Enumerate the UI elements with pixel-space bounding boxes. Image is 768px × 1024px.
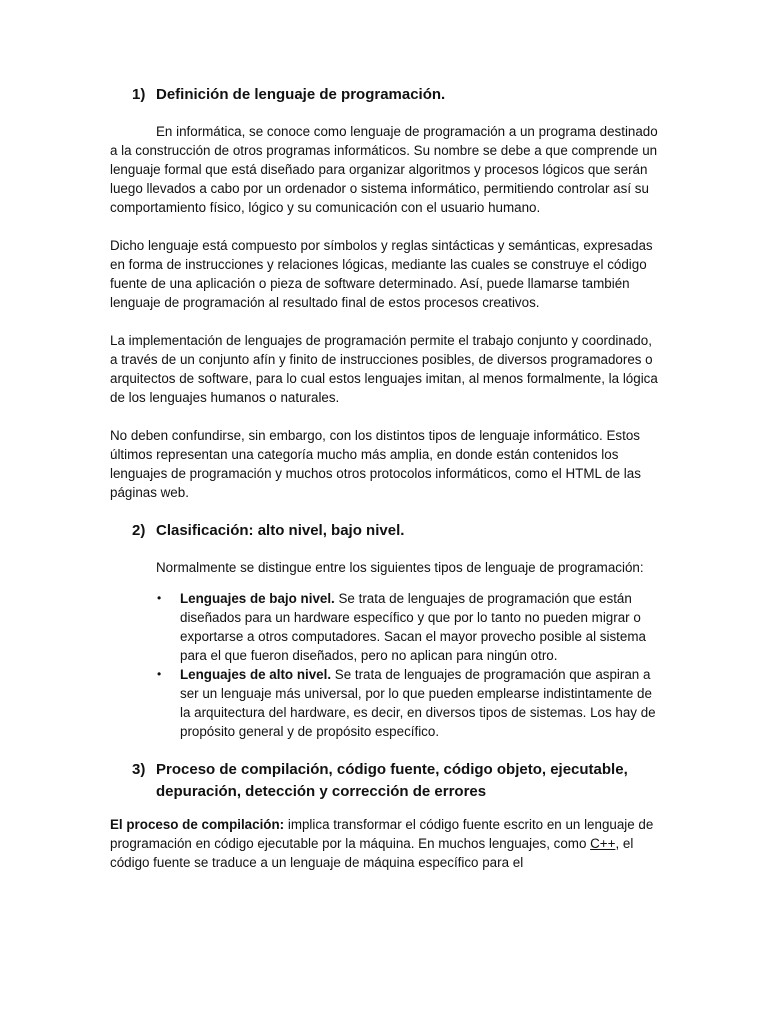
list-item-text: Se trata de lenguajes de programación que están diseñados para un hardware específico y que por lo tanto no pueden migrar o exportarse a otros computadores. Sacan el mayor provecho posible al sistema para el que fueron diseñados, pero no aplican para ningún otro. (180, 591, 646, 663)
section-3-heading (132, 759, 660, 803)
list-item (157, 589, 660, 665)
list-item-text: Se trata de lenguajes de programación que aspiran a ser un lenguaje más universal, por lo que pueden emplearse indistintamente de la arquitectura del hardware, es decir, en diversos tipos de sistemas. Los hay de propósito general y de propósito específico. (180, 667, 656, 739)
section-2-intro: Normalmente se distingue entre los siguientes tipos de lenguaje de programación: (156, 560, 644, 575)
section-3-title: Proceso de compilación, código fuente, código objeto, ejecutable, depuración, detección y corrección de errores (156, 761, 628, 800)
list-item-term: Lenguajes de alto nivel. (180, 667, 332, 682)
section-1-paragraph-4: No deben confundirse, sin embargo, con los distintos tipos de lenguaje informático. Estos últimos representan una categoría mucho más amplia, en donde están contenidos los lenguajes de programación y muchos otros protocolos informáticos, como el HTML de las páginas web. (110, 428, 641, 500)
section-1-title: Definición de lenguaje de programación. (156, 86, 446, 103)
document-body (110, 84, 660, 891)
section-1-paragraph-3: La implementación de lenguajes de programación permite el trabajo conjunto y coordinado, a través de un conjunto afín y finito de instrucciones posibles, de diversos programadores o arquitectos de software, para lo cual estos lenguajes imitan, al menos formalmente, la lógica de los lenguajes humanos o naturales. (110, 333, 658, 405)
section-2-number: 2) (132, 522, 146, 539)
cpp-link[interactable]: C++ (590, 836, 616, 851)
bullet-icon: • (157, 667, 162, 681)
bullet-icon: • (157, 591, 162, 605)
classification-list (110, 589, 660, 741)
section-1-paragraph-2: Dicho lenguaje está compuesto por símbolos y reglas sintácticas y semánticas, expresadas en forma de instrucciones y relaciones lógicas, mediante las cuales se construye el código fuente de una aplicación o pieza de software determinado. Así, puede llamarse también lenguaje de programación al resultado final de estos procesos creativos. (110, 238, 653, 310)
section-3-number: 3) (132, 761, 146, 778)
section-3-term: El proceso de compilación: (110, 817, 285, 832)
section-1-paragraph-1: En informática, se conoce como lenguaje de programación a un programa destinado a la construcción de otros programas informáticos. Su nombre se debe a que comprende un lenguaje formal que está diseñado para organizar algoritmos y procesos lógicos que serán luego llevados a cabo por un ordenador o sistema informático, permitiendo controlar así su comportamiento físico, lógico y su comunicación con el usuario humano. (110, 124, 658, 215)
list-item-term: Lenguajes de bajo nivel. (180, 591, 335, 606)
section-3-text-b: , el código fuente se traduce a un lenguaje de máquina específico para el (110, 836, 634, 870)
section-3-paragraph-1 (110, 815, 660, 872)
section-1-number: 1) (132, 86, 146, 103)
section-2-title: Clasificación: alto nivel, bajo nivel. (156, 522, 405, 539)
list-item (157, 665, 660, 741)
section-1-heading (132, 84, 660, 106)
section-3-text-a: implica transformar el código fuente escrito en un lenguaje de programación en código ejecutable por la máquina. En muchos lenguajes, como (110, 817, 654, 851)
section-2-heading (132, 520, 660, 542)
